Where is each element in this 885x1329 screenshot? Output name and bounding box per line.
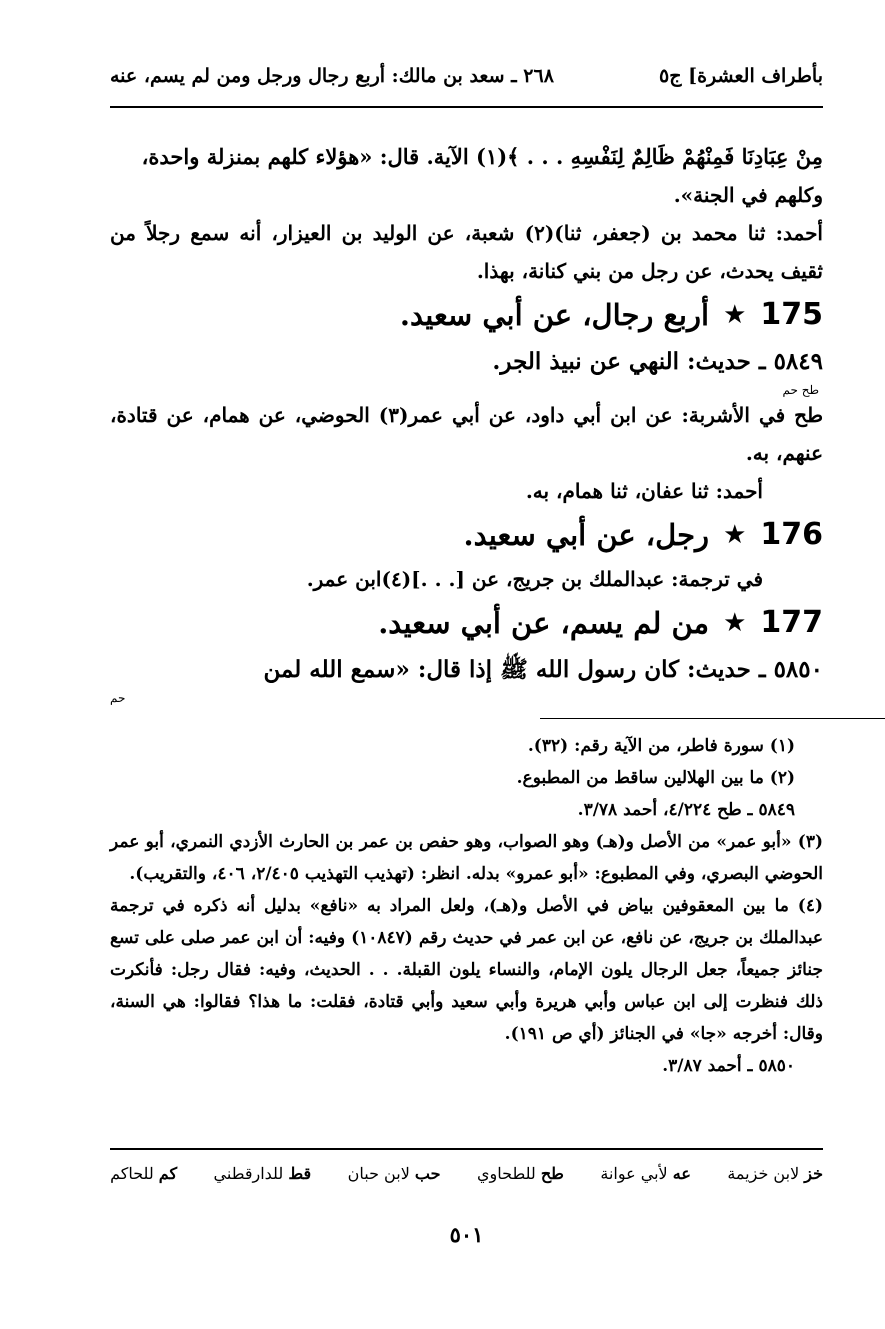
verse-line: مِنْ عِبَادِنَا فَمِنْهُمْ ظَالِمٌ لِنَفْسِهِ . . . ﴾(١) الآية. قال: «هؤلاء كلهم بمنزلة واحدة،	[141, 144, 823, 169]
source-label: أحمد:	[775, 221, 823, 245]
abbrev-item: عه لأبي عوانة	[600, 1164, 691, 1183]
star-icon: ★	[723, 300, 747, 330]
entry-title: رجل، عن أبي سعيد.	[463, 518, 710, 552]
abbrev-item: قط للدارقطني	[213, 1164, 312, 1183]
entry-177	[110, 598, 823, 648]
isnad-text: ثنا محمد بن (جعفر، ثنا)(٢) شعبة، عن الوليد بن العيزار، أنه سمع رجلاً من ثقيف يحدث، عن رجل من بني كنانة، بهذا.	[110, 221, 823, 283]
page-number: ٥٠١	[449, 1222, 484, 1247]
header-rule	[110, 106, 823, 108]
hadith-5849: ٥٨٤٩ ـ حديث: النهي عن نبيذ الجر.	[492, 348, 823, 375]
abbreviation-key	[110, 1164, 823, 1183]
sigla-5849: طح حم	[782, 383, 819, 397]
footnote-5850-refs: ٥٨٥٠ ـ أحمد ٣/٨٧.	[662, 1056, 795, 1076]
abbrev-item: كم للحاكم	[110, 1164, 178, 1183]
entry-176	[110, 510, 823, 560]
main-text	[110, 138, 823, 704]
footnote-2: (٢) ما بين الهلالين ساقط من المطبوع.	[516, 768, 795, 788]
entry-number: 176	[760, 517, 823, 552]
entry-number: 175	[760, 297, 823, 332]
abbrev-item: حب لابن حبان	[347, 1164, 441, 1183]
hadith-5849-ahmad: أحمد: ثنا عفان، ثنا همام، به.	[525, 479, 763, 503]
entry-title: من لم يسم، عن أبي سعيد.	[378, 606, 710, 640]
isnad-ahmad	[110, 214, 823, 290]
footnote-5849-refs: ٥٨٤٩ ـ طح ٤/٢٢٤، أحمد ٣/٧٨.	[577, 800, 795, 820]
tarjama-line: في ترجمة: عبدالملك بن جريج، عن [. . .](٤)ابن عمر.	[306, 567, 763, 591]
sigla-5850: حم	[110, 691, 126, 705]
entry-175	[110, 290, 823, 340]
bottom-rule	[110, 1148, 823, 1150]
hadith-5850: ٥٨٥٠ ـ حديث: كان رسول الله ﷺ إذا قال: «سمع الله لمن	[263, 656, 823, 683]
footnote-1: (١) سورة فاطر، من الآية رقم: (٣٢).	[527, 736, 795, 756]
abbrev-item: طح للطحاوي	[476, 1164, 564, 1183]
header-chapter: ٢٦٨ ـ سعد بن مالك: أربع رجال ورجل ومن لم يسم، عنه	[110, 65, 554, 87]
abbrev-item: خز لابن خزيمة	[727, 1164, 823, 1183]
page	[110, 0, 823, 1329]
running-header	[110, 58, 823, 94]
entry-title: أربع رجال، عن أبي سعيد.	[399, 298, 710, 332]
verse-line-end: وكلهم في الجنة».	[673, 183, 823, 207]
star-icon: ★	[723, 520, 747, 550]
footnote-rule	[540, 718, 885, 719]
entry-number: 177	[760, 605, 823, 640]
star-icon: ★	[723, 608, 747, 638]
footnote-4: (٤) ما بين المعقوفين بياض في الأصل و(هـ)، ولعل المراد به «نافع» بدليل أنه ذكره في ترجمة عبدالملك بن جريج، عن نافع، عن ابن عمر في حديث رقم (١٠٨٤٧) وفيه: أن ابن عمر صلى على تسع جنائز جميعاً، جعل الرجال يلون الإمام، والنساء يلون القبلة. . . الحديث، وفيه: فقال رجل: فأنكرت ذلك فنظرت إلى ابن عباس وأبي هريرة وأبي سعيد وأبي قتادة، فقلت: ما هذا؟ فقالوا: هي السنة، وقال: أخرجه «جا» في الجنائز (أي ص ١٩١).	[110, 896, 823, 1044]
header-volume: بأطراف العشرة] ج٥	[659, 65, 823, 87]
footnotes	[110, 730, 823, 1082]
hadith-5849-isnad: طح في الأشربة: عن ابن أبي داود، عن أبي عمر(٣) الحوضي، عن همام، عن قتادة، عنهم، به.	[110, 403, 823, 465]
footnote-3: (٣) «أبو عمر» من الأصل و(هـ) وهو الصواب، وهو حفص بن عمر بن الحارث الأزدي النمري، أبو عمر الحوضي البصري، وفي المطبوع: «أبو عمرو» بدله. انظر: (تهذيب التهذيب ٢/٤٠٥، ٤٠٦، والتقريب).	[110, 832, 824, 884]
